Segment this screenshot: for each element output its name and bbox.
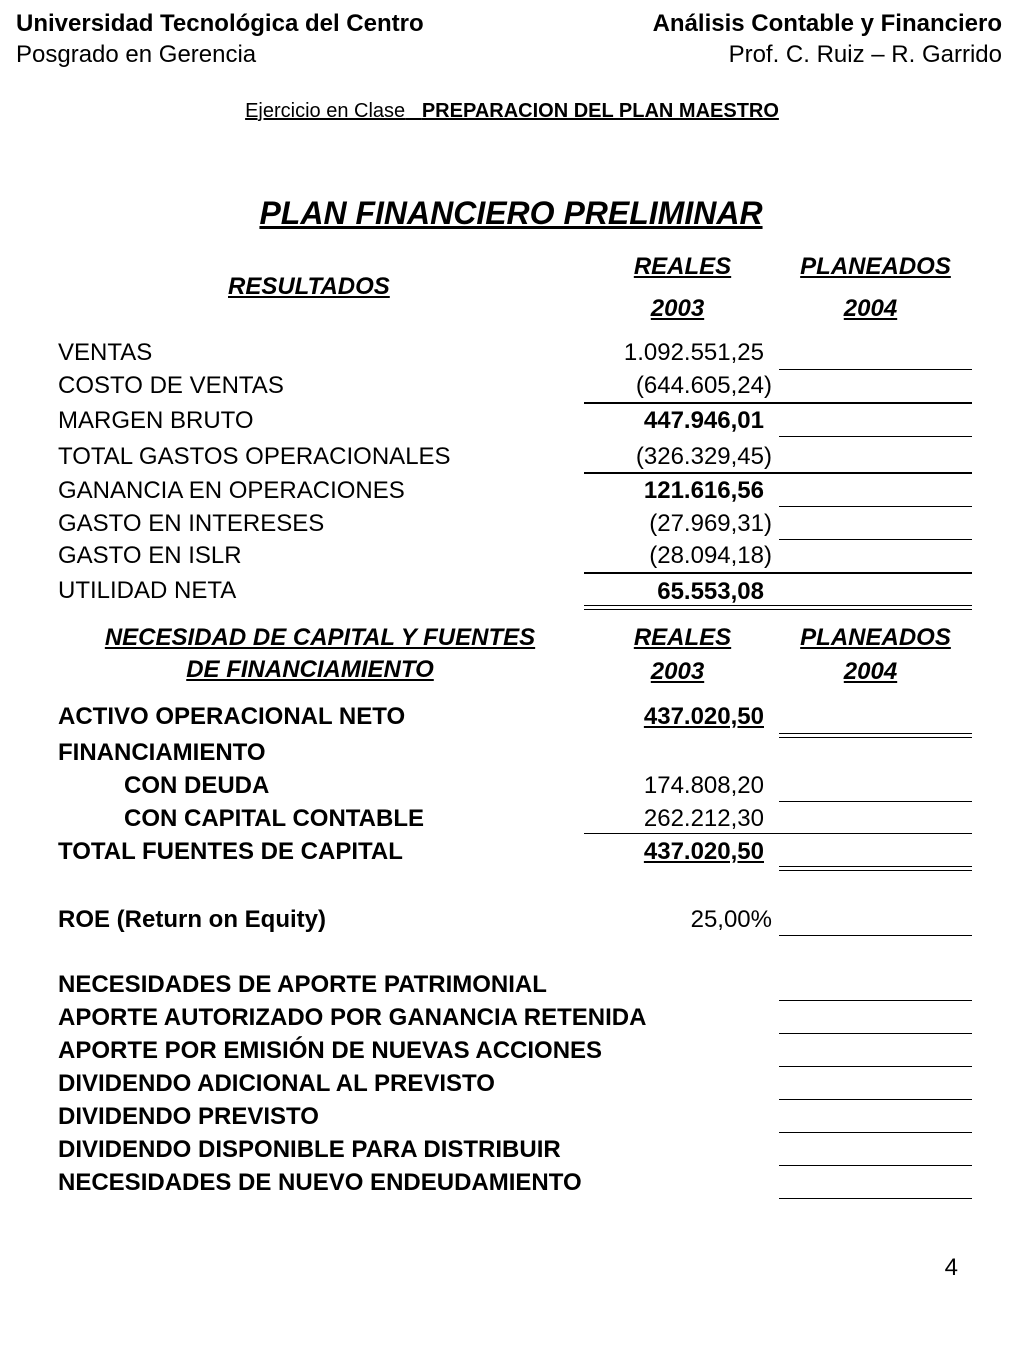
- row-total-label: TOTAL FUENTES DE CAPITAL: [58, 838, 403, 865]
- program-name: Posgrado en Gerencia: [16, 41, 257, 68]
- roe-value: 25,00%: [690, 906, 772, 933]
- row-margen-value: 447.946,01: [643, 407, 764, 434]
- university-name: Universidad Tecnológica del Centro: [16, 10, 424, 37]
- year-planeados-2: 2004: [843, 658, 898, 685]
- planned-double-blank: [779, 866, 972, 871]
- row-islr-value: (28.094,18): [649, 542, 772, 569]
- total-double-rule: [584, 605, 972, 610]
- row-ganancia-value: 121.616,56: [643, 477, 764, 504]
- planned-blank: [779, 436, 972, 437]
- col-planeados-2: PLANEADOS: [800, 624, 951, 651]
- year-reales: 2003: [650, 295, 705, 322]
- row-utilidad-label: UTILIDAD NETA: [58, 577, 237, 604]
- planned-blank: [779, 369, 972, 370]
- row-costo-label: COSTO DE VENTAS: [58, 372, 284, 399]
- planned-blank: [779, 801, 972, 802]
- page-number: 4: [944, 1254, 958, 1281]
- subtotal-rule: [584, 472, 972, 474]
- need-ganancia-retenida: APORTE AUTORIZADO POR GANANCIA RETENIDA: [58, 1004, 647, 1031]
- results-heading: RESULTADOS: [228, 273, 390, 300]
- need-dividendo-adicional: DIVIDENDO ADICIONAL AL PREVISTO: [58, 1070, 495, 1097]
- need-nuevas-acciones: APORTE POR EMISIÓN DE NUEVAS ACCIONES: [58, 1037, 603, 1064]
- row-islr-label: GASTO EN ISLR: [58, 542, 242, 569]
- row-intereses-label: GASTO EN INTERESES: [58, 510, 325, 537]
- subtotal-rule: [584, 572, 972, 574]
- col-reales-2: REALES: [633, 624, 732, 651]
- course-name: Análisis Contable y Financiero: [652, 10, 1002, 37]
- exercise-title: PREPARACION DEL PLAN MAESTRO: [421, 100, 779, 122]
- row-gastos-value: (326.329,45): [635, 443, 772, 470]
- row-intereses-value: (27.969,31): [649, 510, 772, 537]
- row-costo-value: (644.605,24): [635, 372, 772, 399]
- need-dividendo-previsto: DIVIDENDO PREVISTO: [58, 1103, 319, 1130]
- row-utilidad-value: 65.553,08: [657, 578, 764, 605]
- row-total-value: 437.020,50: [643, 838, 764, 865]
- row-financiamiento-label: FINANCIAMIENTO: [58, 739, 266, 766]
- planned-blank: [779, 1099, 972, 1100]
- need-dividendo-disponible: DIVIDENDO DISPONIBLE PARA DISTRIBUIR: [58, 1136, 561, 1163]
- planned-double-blank: [779, 733, 972, 738]
- professors: Prof. C. Ruiz – R. Garrido: [728, 41, 1002, 68]
- planned-blank: [779, 1132, 972, 1133]
- subtotal-rule: [584, 833, 972, 834]
- planned-blank: [779, 506, 972, 507]
- year-planeados: 2004: [843, 295, 898, 322]
- row-gastos-label: TOTAL GASTOS OPERACIONALES: [58, 443, 451, 470]
- row-ventas-value: 1.092.551,25: [623, 339, 764, 366]
- capital-heading-2: DE FINANCIAMIENTO: [186, 656, 434, 683]
- subtotal-rule: [584, 402, 972, 404]
- planned-blank: [779, 1066, 972, 1067]
- planned-blank: [779, 539, 972, 540]
- row-ventas-label: VENTAS: [58, 339, 153, 366]
- need-aporte-patrimonial: NECESIDADES DE APORTE PATRIMONIAL: [58, 971, 547, 998]
- page-title: PLAN FINANCIERO PRELIMINAR: [259, 195, 763, 231]
- col-planeados: PLANEADOS: [800, 253, 951, 280]
- planned-blank: [779, 1165, 972, 1166]
- planned-blank: [779, 1198, 972, 1199]
- row-activo-value: 437.020,50: [643, 703, 764, 730]
- row-deuda-label: CON DEUDA: [124, 772, 270, 799]
- row-ganancia-label: GANANCIA EN OPERACIONES: [58, 477, 405, 504]
- row-capital-value: 262.212,30: [643, 805, 764, 832]
- capital-heading-1: NECESIDAD DE CAPITAL Y FUENTES: [104, 624, 536, 651]
- row-margen-label: MARGEN BRUTO: [58, 407, 254, 434]
- row-deuda-value: 174.808,20: [643, 772, 764, 799]
- planned-blank: [779, 935, 972, 936]
- exercise-line: [0, 100, 1024, 123]
- planned-blank: [779, 1033, 972, 1034]
- year-reales-2: 2003: [650, 658, 705, 685]
- need-nuevo-endeudamiento: NECESIDADES DE NUEVO ENDEUDAMIENTO: [58, 1169, 582, 1196]
- col-reales: REALES: [633, 253, 732, 280]
- row-capital-label: CON CAPITAL CONTABLE: [124, 805, 424, 832]
- row-activo-label: ACTIVO OPERACIONAL NETO: [58, 703, 406, 730]
- exercise-label: Ejercicio en Clase: [245, 100, 406, 122]
- roe-label: ROE (Return on Equity): [58, 906, 326, 933]
- planned-blank: [779, 1000, 972, 1001]
